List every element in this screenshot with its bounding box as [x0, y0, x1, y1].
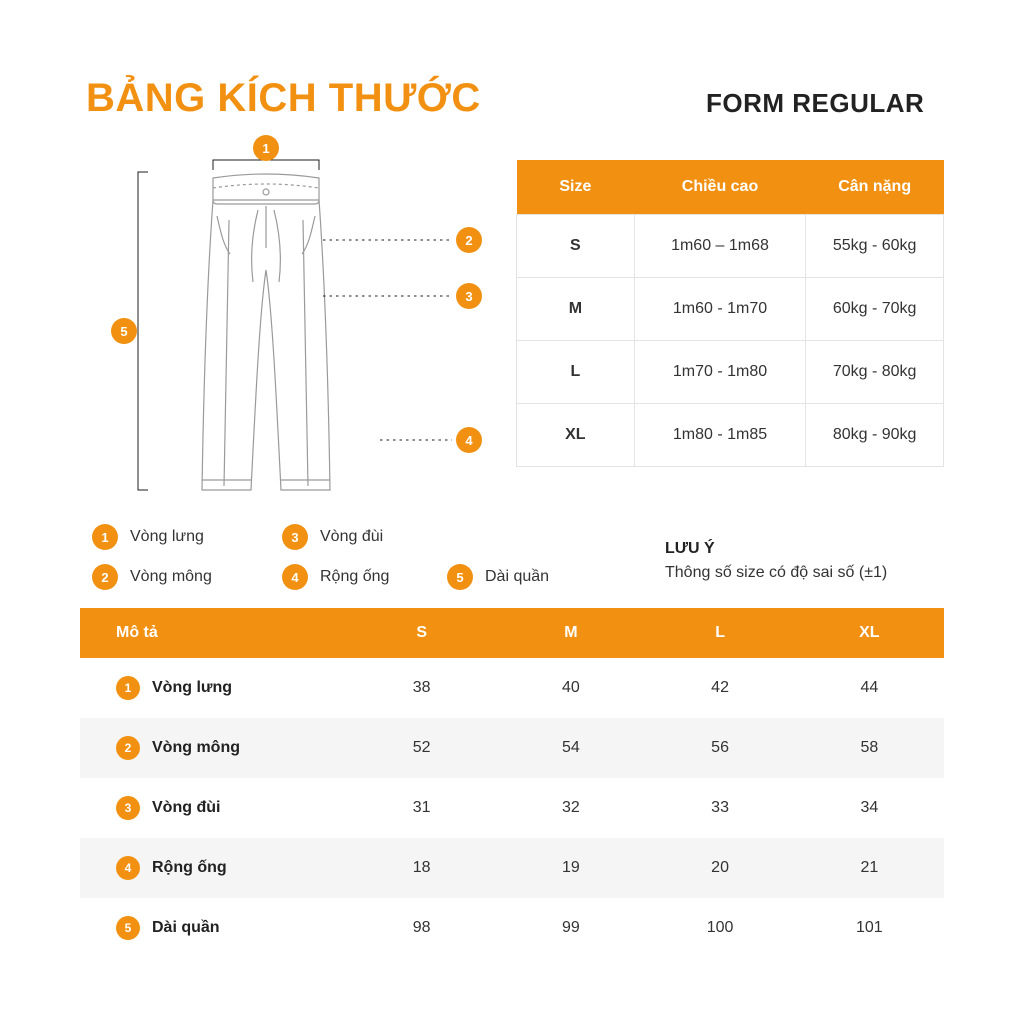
legend-item-2 — [92, 564, 282, 590]
height-cell: 1m80 - 1m85 — [634, 404, 806, 467]
table-row — [80, 838, 944, 898]
note-title: LƯU Ý — [665, 540, 715, 557]
callout-badge-5: 5 — [111, 318, 137, 344]
size-cell: M — [517, 278, 635, 341]
size-table — [516, 160, 944, 467]
row-badge-4: 4 — [116, 856, 140, 880]
meas-desc-cell — [80, 778, 347, 838]
meas-value-s: 98 — [412, 919, 431, 936]
meas-value-xl: 34 — [860, 799, 879, 816]
size-table-header-height: Chiều cao — [634, 160, 806, 215]
weight-cell: 60kg - 70kg — [806, 278, 944, 341]
legend-row-2 — [92, 564, 562, 590]
measurement-table — [80, 608, 944, 958]
meas-value-l: 56 — [711, 739, 729, 756]
weight-cell: 70kg - 80kg — [806, 341, 944, 404]
meas-value-s: 52 — [412, 739, 431, 756]
table-row — [80, 658, 944, 718]
callout-badge-3: 3 — [456, 283, 482, 309]
meas-value-l: 20 — [711, 859, 729, 876]
row-label-5: Dài quần — [152, 919, 220, 936]
size-table-header-weight: Cân nặng — [806, 160, 944, 215]
pants-illustration — [80, 130, 510, 520]
size-cell: S — [517, 215, 635, 278]
legend-label-5: Dài quần — [485, 568, 550, 585]
meas-value-m: 99 — [561, 919, 580, 936]
measurement-header-row — [80, 608, 944, 658]
size-table-header-row — [517, 160, 944, 215]
height-cell: 1m60 - 1m70 — [634, 278, 806, 341]
weight-cell: 55kg - 60kg — [806, 215, 944, 278]
table-row — [517, 215, 944, 278]
legend-badge-3: 3 — [282, 524, 308, 550]
meas-value-xl: 101 — [856, 919, 883, 936]
meas-value-l: 33 — [711, 799, 729, 816]
meas-value-m: 19 — [561, 859, 580, 876]
legend-row-1 — [92, 524, 562, 550]
size-table-head — [517, 160, 944, 215]
meas-header-m: M — [496, 608, 645, 658]
row-badge-2: 2 — [116, 736, 140, 760]
table-row — [80, 778, 944, 838]
meas-value-s: 38 — [412, 679, 431, 696]
page-title: BẢNG KÍCH THƯỚC — [86, 76, 481, 120]
meas-value-m: 54 — [561, 739, 580, 756]
legend-badge-2: 2 — [92, 564, 118, 590]
row-label-1: Vòng lưng — [152, 679, 233, 696]
form-title: FORM REGULAR — [706, 88, 925, 118]
row-label-3: Vòng đùi — [152, 799, 221, 816]
height-cell: 1m70 - 1m80 — [634, 341, 806, 404]
row-badge-3: 3 — [116, 796, 140, 820]
meas-value-xl: 44 — [860, 679, 879, 696]
table-row — [80, 898, 944, 958]
meas-value-m: 40 — [561, 679, 580, 696]
meas-value-xl: 58 — [860, 739, 879, 756]
height-cell: 1m60 – 1m68 — [634, 215, 806, 278]
meas-value-m: 32 — [561, 799, 580, 816]
legend-label-4: Rộng ống — [320, 568, 390, 585]
meas-header-desc: Mô tả — [80, 608, 347, 658]
measurement-table-body — [80, 658, 944, 958]
legend-item-5 — [447, 564, 549, 590]
callout-badge-2: 2 — [456, 227, 482, 253]
legend-item-4 — [282, 564, 447, 590]
meas-value-l: 100 — [706, 919, 734, 936]
note-text: Thông số size có độ sai số (±1) — [665, 564, 888, 581]
meas-value-s: 31 — [412, 799, 431, 816]
legend-badge-4: 4 — [282, 564, 308, 590]
meas-value-s: 18 — [412, 859, 431, 876]
measurement-table-head — [80, 608, 944, 658]
legend-label-1: Vòng lưng — [130, 528, 204, 545]
meas-header-xl: XL — [795, 608, 944, 658]
legend-item-1 — [92, 524, 282, 550]
table-row — [517, 404, 944, 467]
table-row — [80, 718, 944, 778]
meas-desc-cell — [80, 898, 347, 958]
pants-diagram — [80, 130, 510, 520]
callout-badge-4: 4 — [456, 427, 482, 453]
callout-badge-1: 1 — [253, 135, 279, 161]
weight-cell: 80kg - 90kg — [806, 404, 944, 467]
legend-label-2: Vòng mông — [130, 568, 212, 585]
legend-label-3: Vòng đùi — [320, 528, 384, 545]
size-cell: XL — [517, 404, 635, 467]
table-row — [517, 341, 944, 404]
legend-badge-5: 5 — [447, 564, 473, 590]
meas-desc-cell — [80, 838, 347, 898]
meas-desc-cell — [80, 718, 347, 778]
size-cell: L — [517, 341, 635, 404]
row-label-4: Rộng ống — [152, 859, 227, 876]
row-badge-5: 5 — [116, 916, 140, 940]
size-table-body — [517, 215, 944, 467]
legend-badge-1: 1 — [92, 524, 118, 550]
row-badge-1: 1 — [116, 676, 140, 700]
meas-header-s: S — [347, 608, 496, 658]
legend-item-3 — [282, 524, 447, 550]
size-table-header-size: Size — [517, 160, 635, 215]
note-block — [665, 540, 995, 582]
meas-value-xl: 21 — [860, 859, 879, 876]
meas-desc-cell — [80, 658, 347, 718]
table-row — [517, 278, 944, 341]
meas-value-l: 42 — [711, 679, 729, 696]
row-label-2: Vòng mông — [152, 739, 240, 756]
meas-header-l: L — [645, 608, 794, 658]
legend — [92, 524, 562, 604]
